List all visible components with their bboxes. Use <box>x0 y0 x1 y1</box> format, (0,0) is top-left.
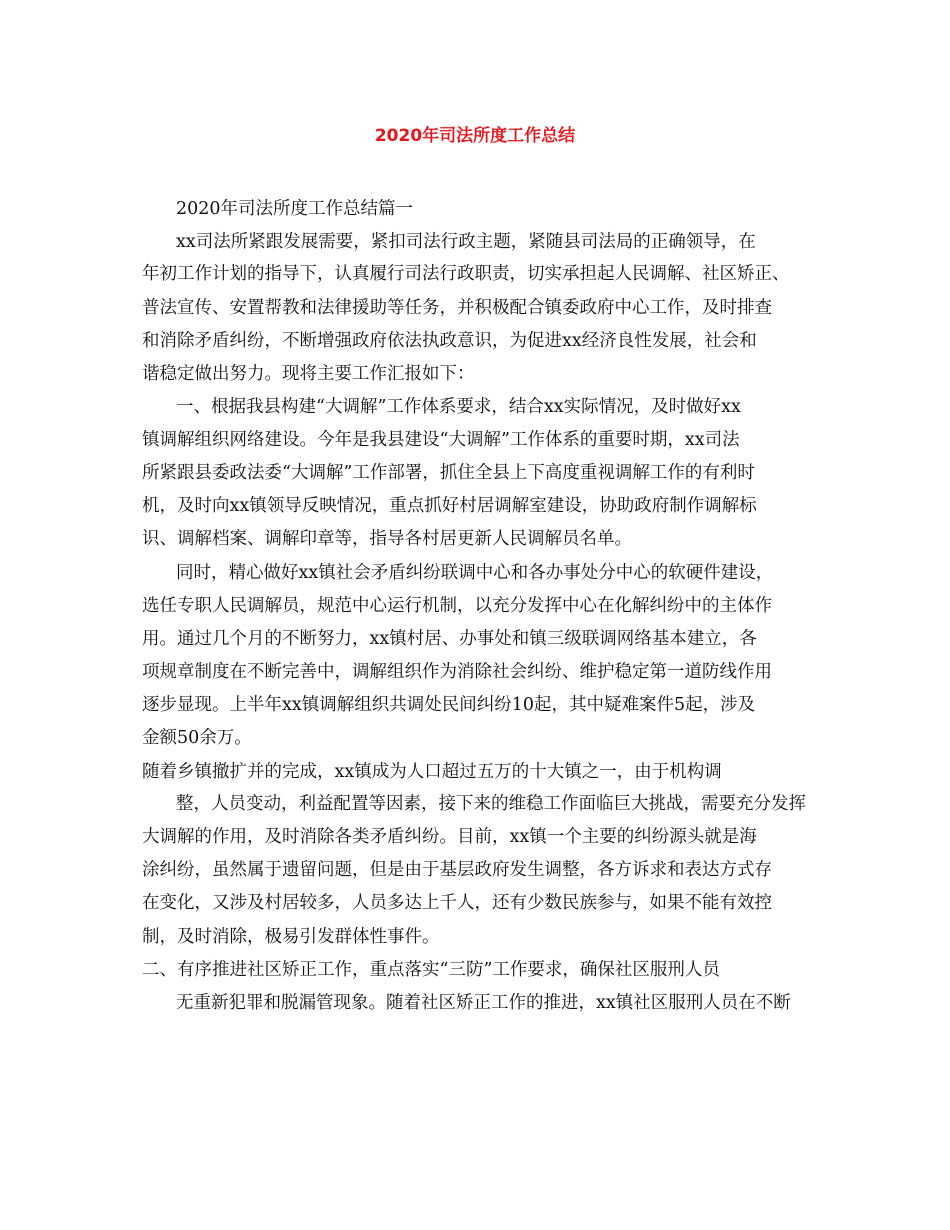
paragraph-line: 所紧跟县委政法委“大调解”工作部署，抓住全县上下高度重视调解工作的有利时 <box>142 463 755 483</box>
paragraph-line: 大调解的作用，及时消除各类矛盾纠纷。目前，xx镇一个主要的纠纷源头就是海 <box>142 827 757 847</box>
paragraph-line: 在变化，又涉及村居较多，人员多达上千人，还有少数民族参与，如果不能有效控 <box>142 893 772 913</box>
paragraph-line: 选任专职人民调解员，规范中心运行机制，以充分发挥中心在化解纠纷中的主体作 <box>142 596 772 616</box>
paragraph-line: 金额50余万。 <box>142 728 252 748</box>
paragraph-line: 涂纠纷，虽然属于遗留问题，但是由于基层政府发生调整，各方诉求和表达方式存 <box>142 860 772 880</box>
paragraph-line: 二、有序推进社区矫正工作，重点落实“三防”工作要求，确保社区服刑人员 <box>142 960 720 980</box>
section-heading: 2020年司法所度工作总结篇一 <box>176 199 414 219</box>
paragraph-line: 制，及时消除，极易引发群体性事件。 <box>142 927 440 947</box>
paragraph-line: 识、调解档案、调解印章等，指导各村居更新人民调解员名单。 <box>142 529 632 549</box>
paragraph-line: 逐步显现。上半年xx镇调解组织共调处民间纠纷10起，其中疑难案件5起，涉及 <box>142 695 756 715</box>
paragraph-line: 随着乡镇撤扩并的完成，xx镇成为人口超过五万的十大镇之一，由于机构调 <box>142 762 722 782</box>
paragraph-line: 机，及时向xx镇领导反映情况，重点抓好村居调解室建设，协助政府制作调解标 <box>142 496 757 516</box>
document-title: 2020年司法所度工作总结 <box>374 126 576 146</box>
paragraph-line: 镇调解组织网络建设。今年是我县建设“大调解”工作体系的重要时期，xx司法 <box>142 430 740 450</box>
paragraph-line: 无重新犯罪和脱漏管现象。随着社区矫正工作的推进，xx镇社区服刑人员在不断 <box>176 993 791 1013</box>
paragraph-line: 普法宣传、安置帮教和法律援助等任务，并积极配合镇委政府中心工作，及时排查 <box>142 298 772 318</box>
paragraph-line: 年初工作计划的指导下，认真履行司法行政职责，切实承担起人民调解、社区矫正、 <box>142 264 790 284</box>
paragraph-line: 谐稳定做出努力。现将主要工作汇报如下： <box>142 364 475 384</box>
paragraph-line: xx司法所紧跟发展需要，紧扣司法行政主题，紧随县司法局的正确领导，在 <box>176 232 756 252</box>
paragraph-line: 一、根据我县构建“大调解”工作体系要求，结合xx实际情况，及时做好xx <box>176 397 741 417</box>
paragraph-line: 同时，精心做好xx镇社会矛盾纠纷联调中心和各办事处分中心的软硬件建设， <box>176 563 774 583</box>
paragraph-line: 和消除矛盾纠纷，不断增强政府依法执政意识，为促进xx经济良性发展，社会和 <box>142 331 757 351</box>
paragraph-line: 整，人员变动，利益配置等因素，接下来的维稳工作面临巨大挑战，需要充分发挥 <box>176 794 806 814</box>
paragraph-line: 用。通过几个月的不断努力，xx镇村居、办事处和镇三级联调网络基本建立，各 <box>142 629 757 649</box>
paragraph-line: 项规章制度在不断完善中，调解组织作为消除社会纠纷、维护稳定第一道防线作用 <box>142 662 772 682</box>
